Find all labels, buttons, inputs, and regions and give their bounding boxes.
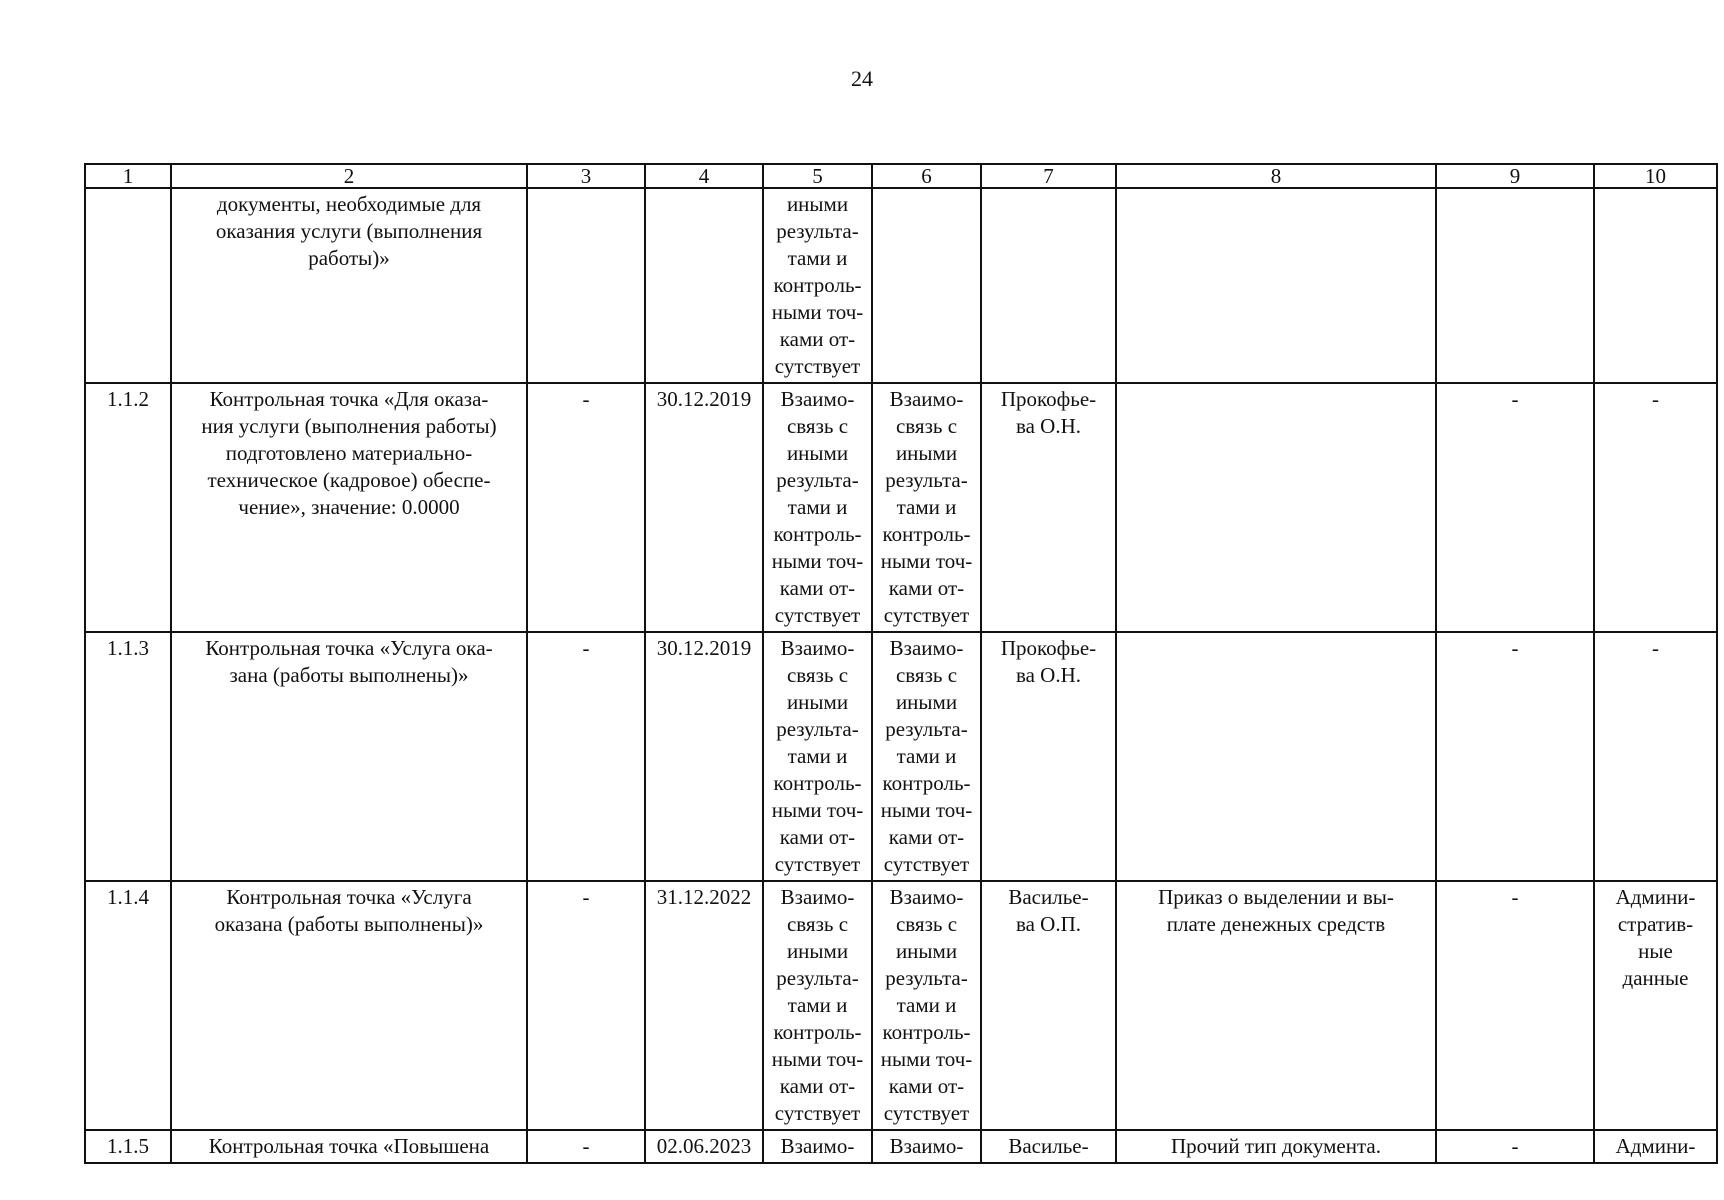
column-number: 10 [1594, 164, 1717, 188]
table-row [85, 383, 1717, 632]
column-number: 8 [1116, 164, 1436, 188]
cell-col3: - [527, 632, 645, 881]
cell-col3: - [527, 881, 645, 1130]
cell-col6: Взаимо- связь с иными результа- тами и контроль- ными точ- ками от- сутствует [872, 881, 981, 1130]
cell-col6: Взаимо- связь с иными результа- тами и контроль- ными точ- ками от- сутствует [872, 632, 981, 881]
cell-col5: Взаимо- связь с иными результа- тами и контроль- ными точ- ками от- сутствует [763, 881, 872, 1130]
item-description: документы, необходимые для оказания услуги (выполнения работы)» [171, 188, 527, 383]
item-number: 1.1.4 [85, 881, 171, 1130]
item-description: Контрольная точка «Для оказа- ния услуги (выполнения работы) подготовлено материально- техническое (кадровое) обеспе- чение», значение: 0.0000 [171, 383, 527, 632]
cell-responsible: Прокофье- ва О.Н. [981, 383, 1116, 632]
cell-col6: Взаимо- [872, 1130, 981, 1163]
table-row [85, 1130, 1717, 1163]
cell-document [1116, 632, 1436, 881]
cell-col10: - [1594, 383, 1717, 632]
cell-col9: - [1436, 383, 1594, 632]
item-description: Контрольная точка «Повышена [171, 1130, 527, 1163]
table-row [85, 632, 1717, 881]
cell-responsible [981, 188, 1116, 383]
cell-date: 31.12.2022 [645, 881, 763, 1130]
item-number [85, 188, 171, 383]
column-number: 9 [1436, 164, 1594, 188]
cell-col6: Взаимо- связь с иными результа- тами и контроль- ными точ- ками от- сутствует [872, 383, 981, 632]
cell-date: 30.12.2019 [645, 632, 763, 881]
cell-date: 02.06.2023 [645, 1130, 763, 1163]
cell-col9: - [1436, 632, 1594, 881]
item-description: Контрольная точка «Услуга ока- зана (работы выполнены)» [171, 632, 527, 881]
cell-col9: - [1436, 1130, 1594, 1163]
cell-col10 [1594, 188, 1717, 383]
column-number: 6 [872, 164, 981, 188]
plan-table [84, 163, 1718, 1164]
cell-col10: Админи- [1594, 1130, 1717, 1163]
cell-col10: Админи- стратив- ные данные [1594, 881, 1717, 1130]
column-number-header-row [85, 164, 1717, 188]
column-number: 2 [171, 164, 527, 188]
cell-date: 30.12.2019 [645, 383, 763, 632]
cell-col9 [1436, 188, 1594, 383]
page-number: 24 [851, 66, 873, 91]
column-number: 5 [763, 164, 872, 188]
cell-document: Прочий тип документа. [1116, 1130, 1436, 1163]
cell-col3: - [527, 383, 645, 632]
cell-col3: - [527, 1130, 645, 1163]
cell-col5: иными результа- тами и контроль- ными точ- ками от- сутствует [763, 188, 872, 383]
cell-col3 [527, 188, 645, 383]
column-number: 7 [981, 164, 1116, 188]
table-row [85, 188, 1717, 383]
cell-document [1116, 188, 1436, 383]
cell-col6 [872, 188, 981, 383]
item-number: 1.1.2 [85, 383, 171, 632]
column-number: 3 [527, 164, 645, 188]
column-number: 4 [645, 164, 763, 188]
item-number: 1.1.3 [85, 632, 171, 881]
cell-col9: - [1436, 881, 1594, 1130]
cell-col5: Взаимо- [763, 1130, 872, 1163]
cell-document [1116, 383, 1436, 632]
item-number: 1.1.5 [85, 1130, 171, 1163]
cell-responsible: Василье- [981, 1130, 1116, 1163]
cell-responsible: Прокофье- ва О.Н. [981, 632, 1116, 881]
cell-responsible: Василье- ва О.П. [981, 881, 1116, 1130]
cell-col5: Взаимо- связь с иными результа- тами и контроль- ными точ- ками от- сутствует [763, 383, 872, 632]
column-number: 1 [85, 164, 171, 188]
table-row [85, 881, 1717, 1130]
item-description: Контрольная точка «Услуга оказана (работы выполнены)» [171, 881, 527, 1130]
cell-document: Приказ о выделении и вы- плате денежных средств [1116, 881, 1436, 1130]
cell-date [645, 188, 763, 383]
cell-col5: Взаимо- связь с иными результа- тами и контроль- ными точ- ками от- сутствует [763, 632, 872, 881]
cell-col10: - [1594, 632, 1717, 881]
